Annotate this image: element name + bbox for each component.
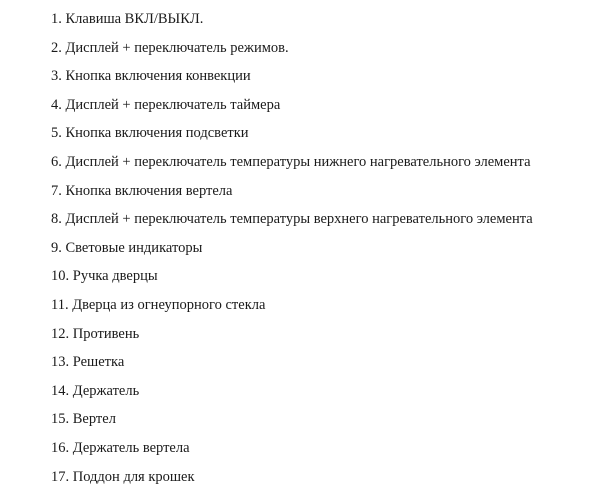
list-item: 1. Клавиша ВКЛ/ВЫКЛ. xyxy=(51,11,204,27)
list-item: 12. Противень xyxy=(51,325,140,342)
list-item: 10. Ручка дверцы xyxy=(51,268,158,285)
list-item: 13. Решетка xyxy=(51,354,125,371)
list-item: 7. Кнопка включения вертела xyxy=(51,182,233,199)
list-item: 6. Дисплей + переключатель температуры нижнего нагревательного элемента xyxy=(51,153,531,170)
list-item: 3. Кнопка включения конвекции xyxy=(51,68,251,85)
list-item: 11. Дверца из огнеупорного стекла xyxy=(51,296,266,313)
parts-list xyxy=(51,5,611,491)
list-item: 4. Дисплей + переключатель таймера xyxy=(51,96,281,113)
list-item: 17. Поддон для крошек xyxy=(51,468,195,485)
list-item: 2. Дисплей + переключатель режимов. xyxy=(51,39,289,56)
list-item: 9. Световые индикаторы xyxy=(51,239,203,256)
list-item: 5. Кнопка включения подсветки xyxy=(51,125,249,142)
list-item: 14. Держатель xyxy=(51,382,140,399)
list-item: 15. Вертел xyxy=(51,411,116,428)
list-item: 8. Дисплей + переключатель температуры верхнего нагревательного элемента xyxy=(51,211,533,228)
list-item: 16. Держатель вертела xyxy=(51,439,190,456)
